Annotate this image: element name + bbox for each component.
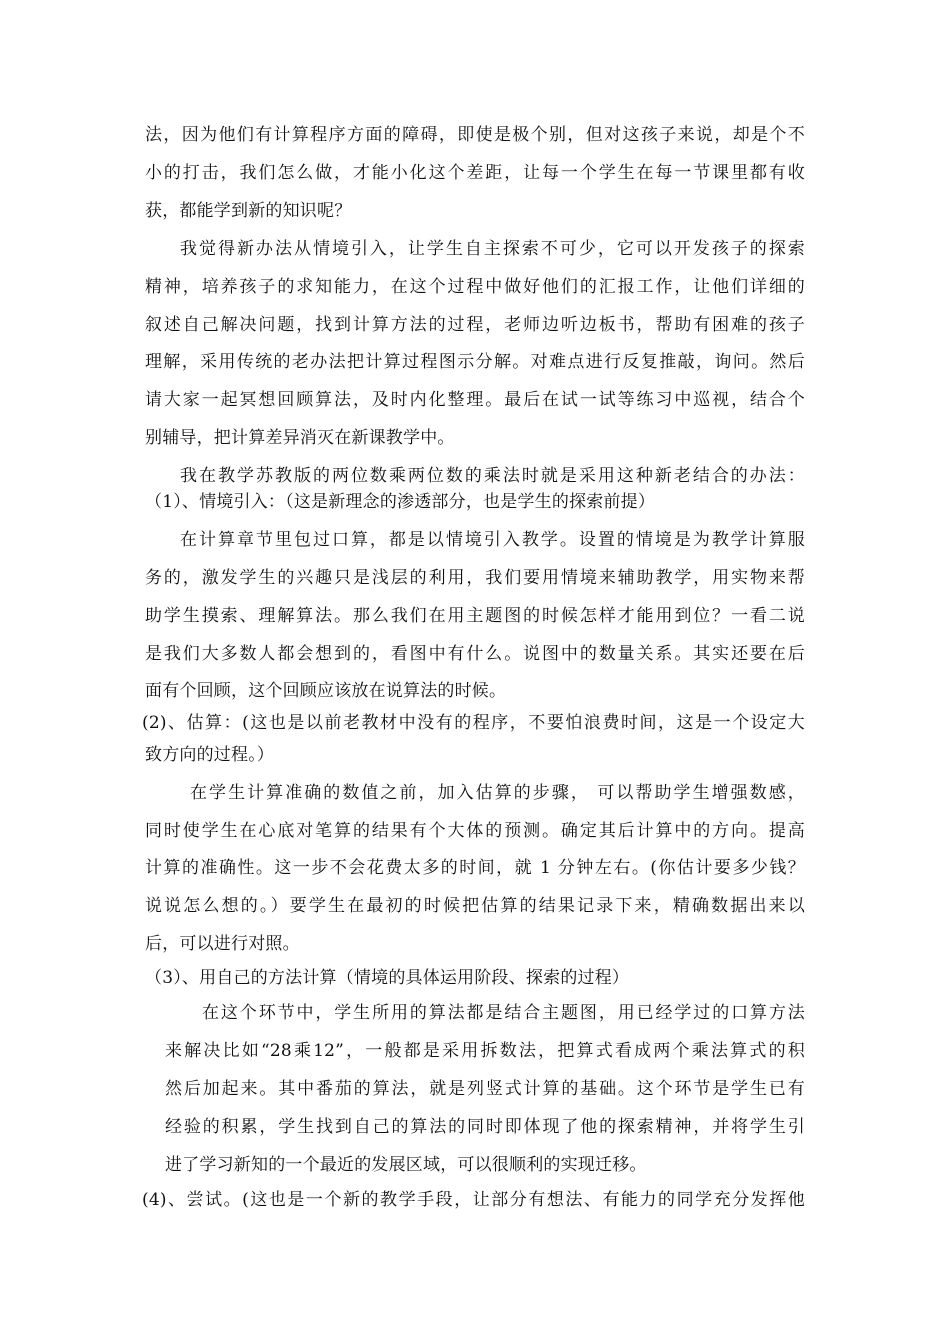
text-line: 别辅导，把计算差异消灭在新课教学中。 bbox=[145, 428, 455, 448]
text-line: 面有个回顾，这个回顾应该放在说算法的时候。 bbox=[145, 681, 507, 701]
section-heading-2: (2)、估算：(这也是以前老教材中没有的程序，不要怕浪费时间，这是一个设定大 bbox=[142, 713, 805, 733]
text-line: 请大家一起冥想回顾算法，及时内化整理。最后在试一试等练习中巡视，结合个 bbox=[145, 390, 805, 410]
text-line: 小的打击，我们怎么做，才能小化这个差距，让每一个学生在每一节课里都有收 bbox=[145, 163, 805, 183]
paragraph-first-line: 在这个环节中，学生所用的算法都是结合主题图，用已经学过的口算方法 bbox=[202, 1003, 805, 1023]
paragraph-first-line: 在学生计算准确的数值之前，加入估算的步骤， 可以帮助学生增强数感， bbox=[190, 783, 805, 803]
text-line: 精神，培养孩子的求知能力，在这个过程中做好他们的汇报工作，让他们详细的 bbox=[145, 277, 805, 297]
paragraph-first-line: 我觉得新办法从情境引入，让学生自主探索不可少，它可以开发孩子的探索 bbox=[180, 239, 805, 259]
text-line: 理解，采用传统的老办法把计算过程图示分解。对难点进行反复推敲，询问。然后 bbox=[145, 352, 805, 372]
text-line: 助学生摸索、理解算法。那么我们在用主题图的时候怎样才能用到位？一看二说 bbox=[145, 606, 805, 626]
paragraph-first-line: 我在教学苏教版的两位数乘两位数的乘法时就是采用这种新老结合的办法： bbox=[180, 466, 805, 486]
text-line: 说说怎么想的。）要学生在最初的时候把估算的结果记录下来，精确数据出来以 bbox=[145, 896, 805, 916]
text-line: 进了学习新知的一个最近的发展区域，可以很顺利的实现迁移。 bbox=[165, 1155, 647, 1175]
text-line: 法，因为他们有计算程序方面的障碍，即使是极个别，但对这孩子来说，却是个不 bbox=[145, 125, 805, 145]
text-line: 致方向的过程。） bbox=[145, 745, 275, 765]
text-line: 同时使学生在心底对笔算的结果有个大体的预测。确定其后计算中的方向。提高 bbox=[145, 821, 805, 841]
text-line: 务的，激发学生的兴趣只是浅层的利用，我们要用情境来辅助教学，用实物来帮 bbox=[145, 568, 805, 588]
text-line: 获，都能学到新的知识呢？ bbox=[145, 201, 352, 221]
text-line: 经验的积累，学生找到自己的算法的同时即体现了他的探索精神，并将学生引 bbox=[165, 1117, 805, 1137]
text-line: 来解决比如“28乘12”，一般都是采用拆数法，把算式看成两个乘法算式的积 bbox=[165, 1041, 805, 1061]
paragraph-first-line: 在计算章节里包过口算，都是以情境引入教学。设置的情境是为教学计算服 bbox=[180, 530, 805, 550]
text-line: 后，可以进行对照。 bbox=[145, 934, 300, 954]
section-heading-1: （1）、情境引入：（这是新理念的渗透部分，也是学生的探索前提） bbox=[145, 492, 656, 512]
section-heading-4: (4)、尝试。(这也是一个新的教学手段，让部分有想法、有能力的同学充分发挥他 bbox=[142, 1190, 805, 1210]
text-line: 是我们大多数人都会想到的，看图中有什么。说图中的数量关系。其实还要在后 bbox=[145, 644, 805, 664]
text-line: 计算的准确性。这一步不会花费太多的时间，就 1 分钟左右。(你估计要多少钱？ bbox=[145, 858, 805, 878]
section-heading-3: （3）、用自己的方法计算（情境的具体运用阶段、探索的过程） bbox=[145, 968, 630, 988]
text-line: 然后加起来。其中番茄的算法，就是列竖式计算的基础。这个环节是学生已有 bbox=[165, 1079, 805, 1099]
text-line: 叙述自己解决问题，找到计算方法的过程，老师边听边板书，帮助有困难的孩子 bbox=[145, 315, 805, 335]
